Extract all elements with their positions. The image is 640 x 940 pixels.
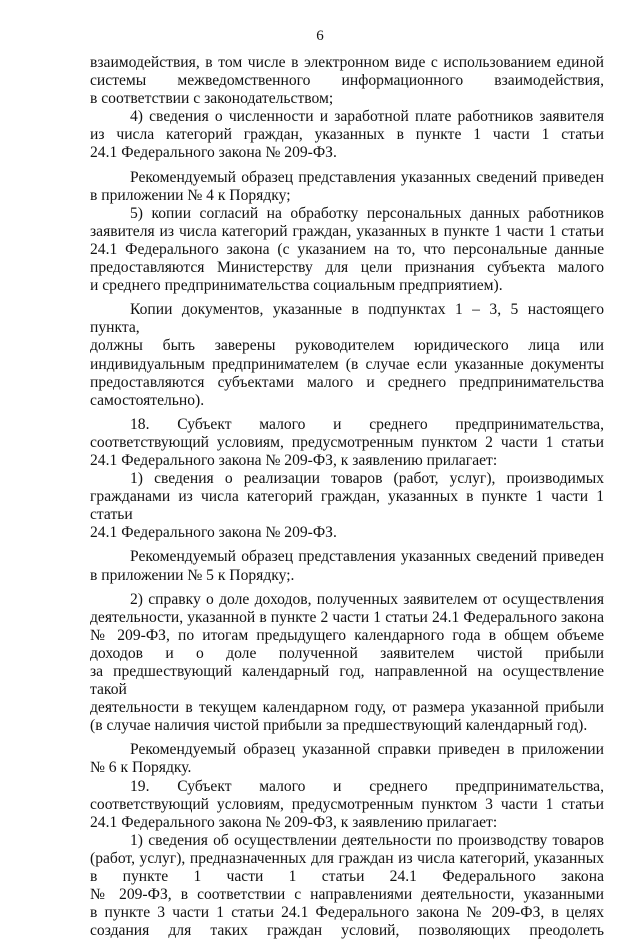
text-line: в пункте 1 части 1 статьи 24.1 Федерального закона xyxy=(90,868,604,886)
text-line: в пункте 3 части 1 статьи 24.1 Федерального закона № 209-ФЗ, в целях xyxy=(90,904,604,922)
text-line: 18. Субъект малого и среднего предпринимательства, xyxy=(130,415,604,433)
text-line: 24.1 Федерального закона № 209-ФЗ. xyxy=(90,524,337,542)
text-line: соответствующий условиям, предусмотренным пунктом 3 части 1 статьи xyxy=(90,795,604,813)
paragraph-clause-19-item-1 xyxy=(90,832,604,940)
text-line: должны быть заверены руководителем юридического лица или xyxy=(90,337,604,355)
text-line: 1) сведения об осуществлении деятельности по производству товаров xyxy=(130,831,604,849)
text-line: в приложении № 4 к Порядку; xyxy=(90,186,291,204)
text-line: 24.1 Федерального закона № 209-ФЗ, к заявлению прилагает: xyxy=(90,451,498,469)
text-line: предоставляются Министерству для цели признания субъекта малого xyxy=(90,259,604,277)
text-line: предоставляются субъектами малого и среднего предпринимательства xyxy=(90,373,604,391)
text-line: № 6 к Порядку. xyxy=(90,759,192,777)
paragraph-item-5 xyxy=(90,205,604,295)
text-line: Копии документов, указанные в подпунктах 1 – 3, 5 настоящего пункта, xyxy=(90,301,604,337)
text-line: заявителя из числа категорий граждан, указанных в пункте 1 части 1 статьи xyxy=(90,222,604,240)
paragraph-clause-18-item-2 xyxy=(90,591,604,736)
text-line: Рекомендуемый образец указанной справки приведен в приложении xyxy=(130,741,604,759)
text-line: (работ, услуг), предназначенных для граждан из числа категорий, указанных xyxy=(90,849,604,867)
text-line: за предшествующий календарный год, направленной на осуществление такой xyxy=(90,663,604,699)
text-line: системы межведомственного информационного взаимодействия, xyxy=(90,72,604,90)
text-line: 1) сведения о реализации товаров (работ, услуг), производимых xyxy=(130,470,604,488)
page-number: 6 xyxy=(316,28,324,44)
paragraph-item-4 xyxy=(90,108,604,162)
text-line: соответствующий условиям, предусмотренным пунктом 2 части 1 статьи xyxy=(90,433,604,451)
text-line: доходов и о доле полученной заявителем чистой прибыли xyxy=(90,644,604,662)
text-line: Рекомендуемый образец представления указанных сведений приведен xyxy=(130,168,604,186)
paragraph-clause-18 xyxy=(90,416,604,470)
text-line: деятельности в текущем календарном году, от размера указанной прибыли xyxy=(90,699,604,717)
text-line: деятельности, указанной в пункте 2 части 1 статьи 24.1 Федерального закона xyxy=(90,608,604,626)
paragraph-sample-appendix-6 xyxy=(90,741,604,777)
text-line: 19. Субъект малого и среднего предпринимательства, xyxy=(130,777,604,795)
text-line: 24.1 Федерального закона № 209-ФЗ, к заявлению прилагает: xyxy=(90,813,498,831)
text-line: № 209-ФЗ, в соответствии с направлениями деятельности, указанными xyxy=(90,886,604,904)
text-line: (в случае наличия чистой прибыли за предшествующий календарный год). xyxy=(90,717,588,735)
document-body xyxy=(90,54,604,940)
text-line: 4) сведения о численности и заработной плате работников заявителя xyxy=(130,108,604,126)
text-line: Рекомендуемый образец представления указанных сведений приведен xyxy=(130,548,604,566)
text-line: 24.1 Федерального закона (с указанием на то, что персональные данные xyxy=(90,240,604,258)
text-line: индивидуальным предпринимателем (в случае если указанные документы xyxy=(90,355,604,373)
text-line: в соответствии с законодательством; xyxy=(90,90,334,108)
paragraph-sample-appendix-4 xyxy=(90,169,604,205)
text-line: и среднего предпринимательства социальным предприятием). xyxy=(90,277,503,295)
text-line: гражданами из числа категорий граждан, указанных в пункте 1 части 1 статьи xyxy=(90,488,604,524)
text-line: 2) справку о доле доходов, полученных заявителем от осуществления xyxy=(130,590,604,608)
paragraph-copies xyxy=(90,301,604,410)
text-line: из числа категорий граждан, указанных в пункте 1 части 1 статьи xyxy=(90,126,604,144)
paragraph-interaction-continuation xyxy=(90,54,604,108)
paragraph-clause-18-item-1 xyxy=(90,470,604,542)
text-line: самостоятельно). xyxy=(90,391,205,409)
text-line: взаимодействия, в том числе в электронном виде с использованием единой xyxy=(90,54,604,71)
text-line: № 209-ФЗ, по итогам предыдущего календарного года в общем объеме xyxy=(90,626,604,644)
text-line: 5) копии согласий на обработку персональных данных работников xyxy=(130,204,604,222)
text-line: в приложении № 5 к Порядку;. xyxy=(90,566,295,584)
text-line: создания для таких граждан условий, позволяющих преодолеть xyxy=(90,922,604,940)
paragraph-clause-19 xyxy=(90,778,604,832)
text-line: 24.1 Федерального закона № 209-ФЗ. xyxy=(90,144,337,162)
paragraph-sample-appendix-5 xyxy=(90,548,604,584)
